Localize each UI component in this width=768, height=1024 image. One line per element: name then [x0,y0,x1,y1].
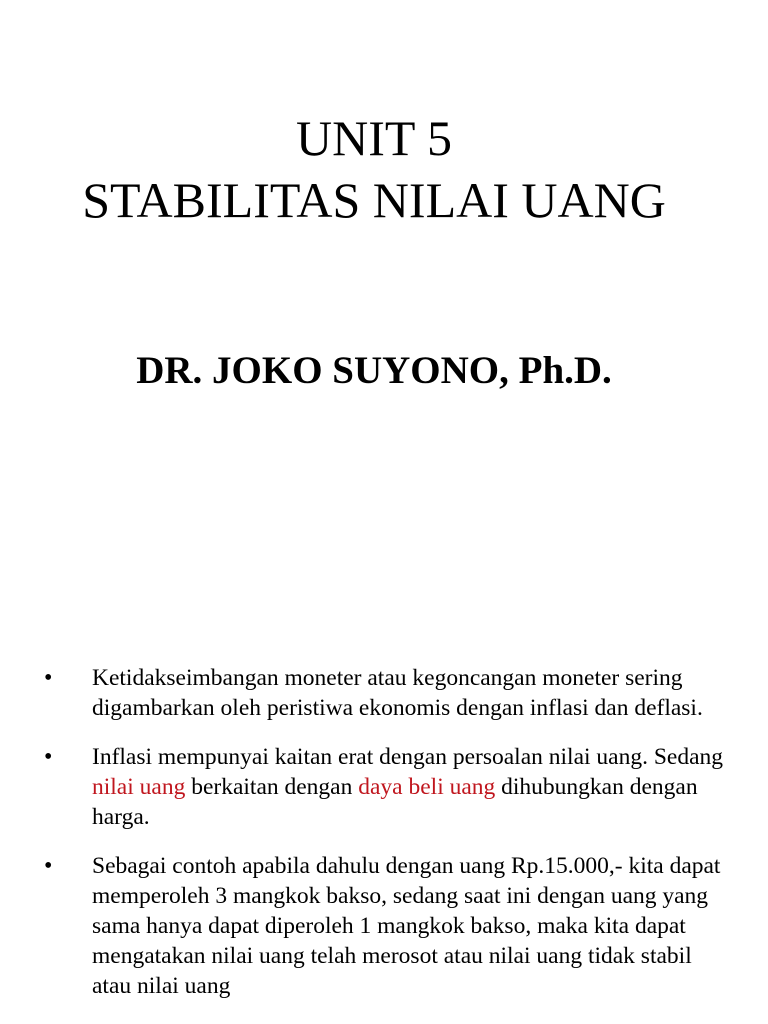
highlight-nilai-uang: nilai uang [92,774,186,800]
bullet-marker: • [44,853,53,879]
bullet-marker: • [44,744,53,770]
bullet-text-part: berkaitan dengan [185,774,359,800]
author-name: DR. JOKO SUYONO, Ph.D. [136,349,612,392]
bullet-item-1 [0,663,768,723]
slide-title: STABILITAS NILAI UANG [82,172,666,228]
highlight-daya-beli-uang: daya beli uang [358,774,496,800]
bullet-marker: • [44,665,53,691]
bullet-item-2 [0,742,768,832]
bullet-list [0,663,768,1020]
unit-title: UNIT 5 [295,110,452,166]
bullet-text-part: Inflasi mempunyai kaitan erat dengan persoalan nilai uang. Sedang [92,744,724,770]
bullet-text: Ketidakseimbangan moneter atau kegoncangan moneter sering digambarkan oleh peristiwa ekonomis dengan inflasi dan deflasi. [92,665,703,721]
bullet-item-3 [0,851,768,1001]
bullet-text [92,744,723,830]
bullet-text-part: dihubungkan dengan harga. [92,774,698,830]
bullet-text: Sebagai contoh apabila dahulu dengan uang Rp.15.000,- kita dapat memperoleh 3 mangkok bakso, sedang saat ini dengan uang yang sama hanya dapat diperoleh 1 mangkok bakso, maka kita dapat mengatakan nilai uang telah merosot atau nilai uang tidak stabil atau nilai uang [92,853,721,999]
